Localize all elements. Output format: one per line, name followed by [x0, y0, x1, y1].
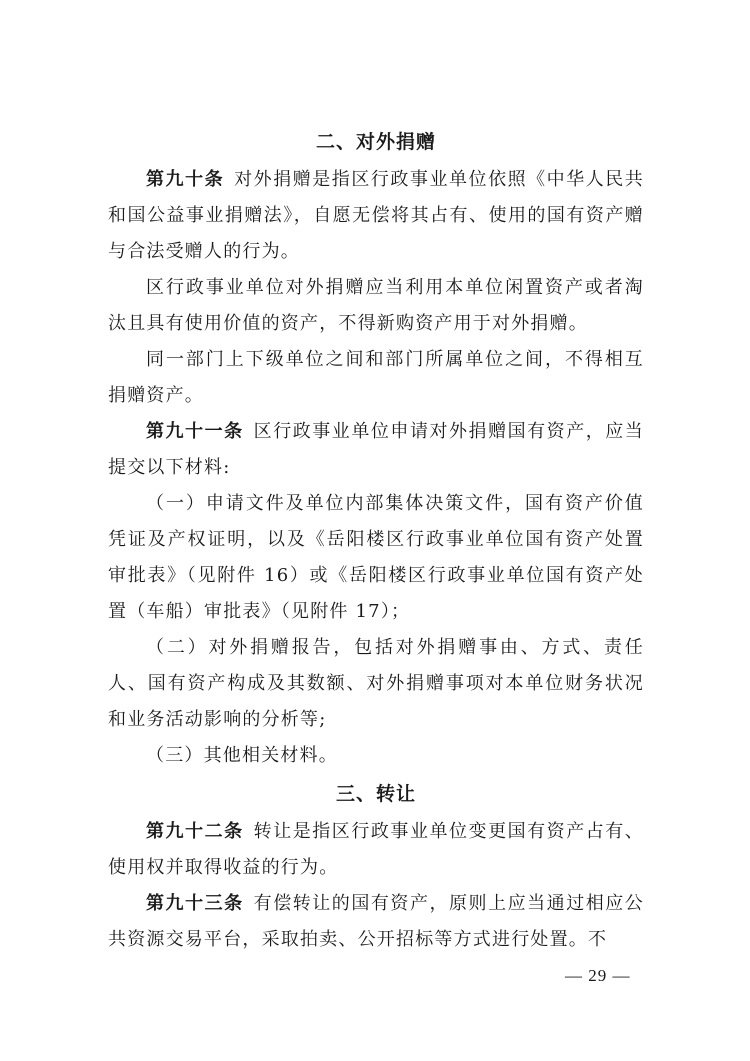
- section-heading-donation: 二、对外捐赠: [315, 131, 436, 153]
- article-number: 第九十一条: [146, 421, 244, 442]
- article-text: 有偿转让的国有资产，原则上应当通过相应公共资源交易平台，采取拍卖、公开招标等方式进行处置。不: [108, 893, 645, 950]
- list-item-3: （三）其他相关材料。: [146, 745, 338, 766]
- article-90: [108, 162, 644, 270]
- document-body: [108, 122, 644, 958]
- list-item-2: （二）对外捐赠报告，包括对外捐赠事由、方式、责任人、国有资产构成及其数额、对外捐赠事项对本单位财务状况和业务活动影响的分析等;: [108, 637, 644, 730]
- section-heading-transfer: 三、转让: [335, 783, 416, 805]
- article-91: [108, 414, 644, 486]
- paragraph-mutual-donation: 同一部门上下级单位之间和部门所属单位之间，不得相互捐赠资产。: [108, 349, 644, 406]
- article-number: 第九十条: [146, 169, 225, 190]
- article-number: 第九十三条: [146, 893, 244, 914]
- article-text: 对外捐赠是指区行政事业单位依照《中华人民共和国公益事业捐赠法》，自愿无偿将其占有、使用的国有资产赠与合法受赠人的行为。: [108, 169, 644, 262]
- page-number: — 29 —: [565, 966, 631, 985]
- article-text: 区行政事业单位申请对外捐赠国有资产，应当提交以下材料:: [108, 421, 645, 478]
- article-92: [108, 814, 644, 886]
- article-93: [108, 886, 644, 958]
- article-number: 第九十二条: [146, 821, 244, 842]
- article-text: 转让是指区行政事业单位变更国有资产占有、使用权并取得收益的行为。: [108, 821, 645, 878]
- paragraph-donation-assets: 区行政事业单位对外捐赠应当利用本单位闲置资产或者淘汰且具有使用价值的资产，不得新购资产用于对外捐赠。: [108, 277, 644, 334]
- list-item-1: （一）申请文件及单位内部集体决策文件，国有资产价值凭证及产权证明，以及《岳阳楼区行政事业单位国有资产处置审批表》（见附件 16）或《岳阳楼区行政事业单位国有资产处置（车船）审批表》（见附件 17）；: [108, 493, 644, 622]
